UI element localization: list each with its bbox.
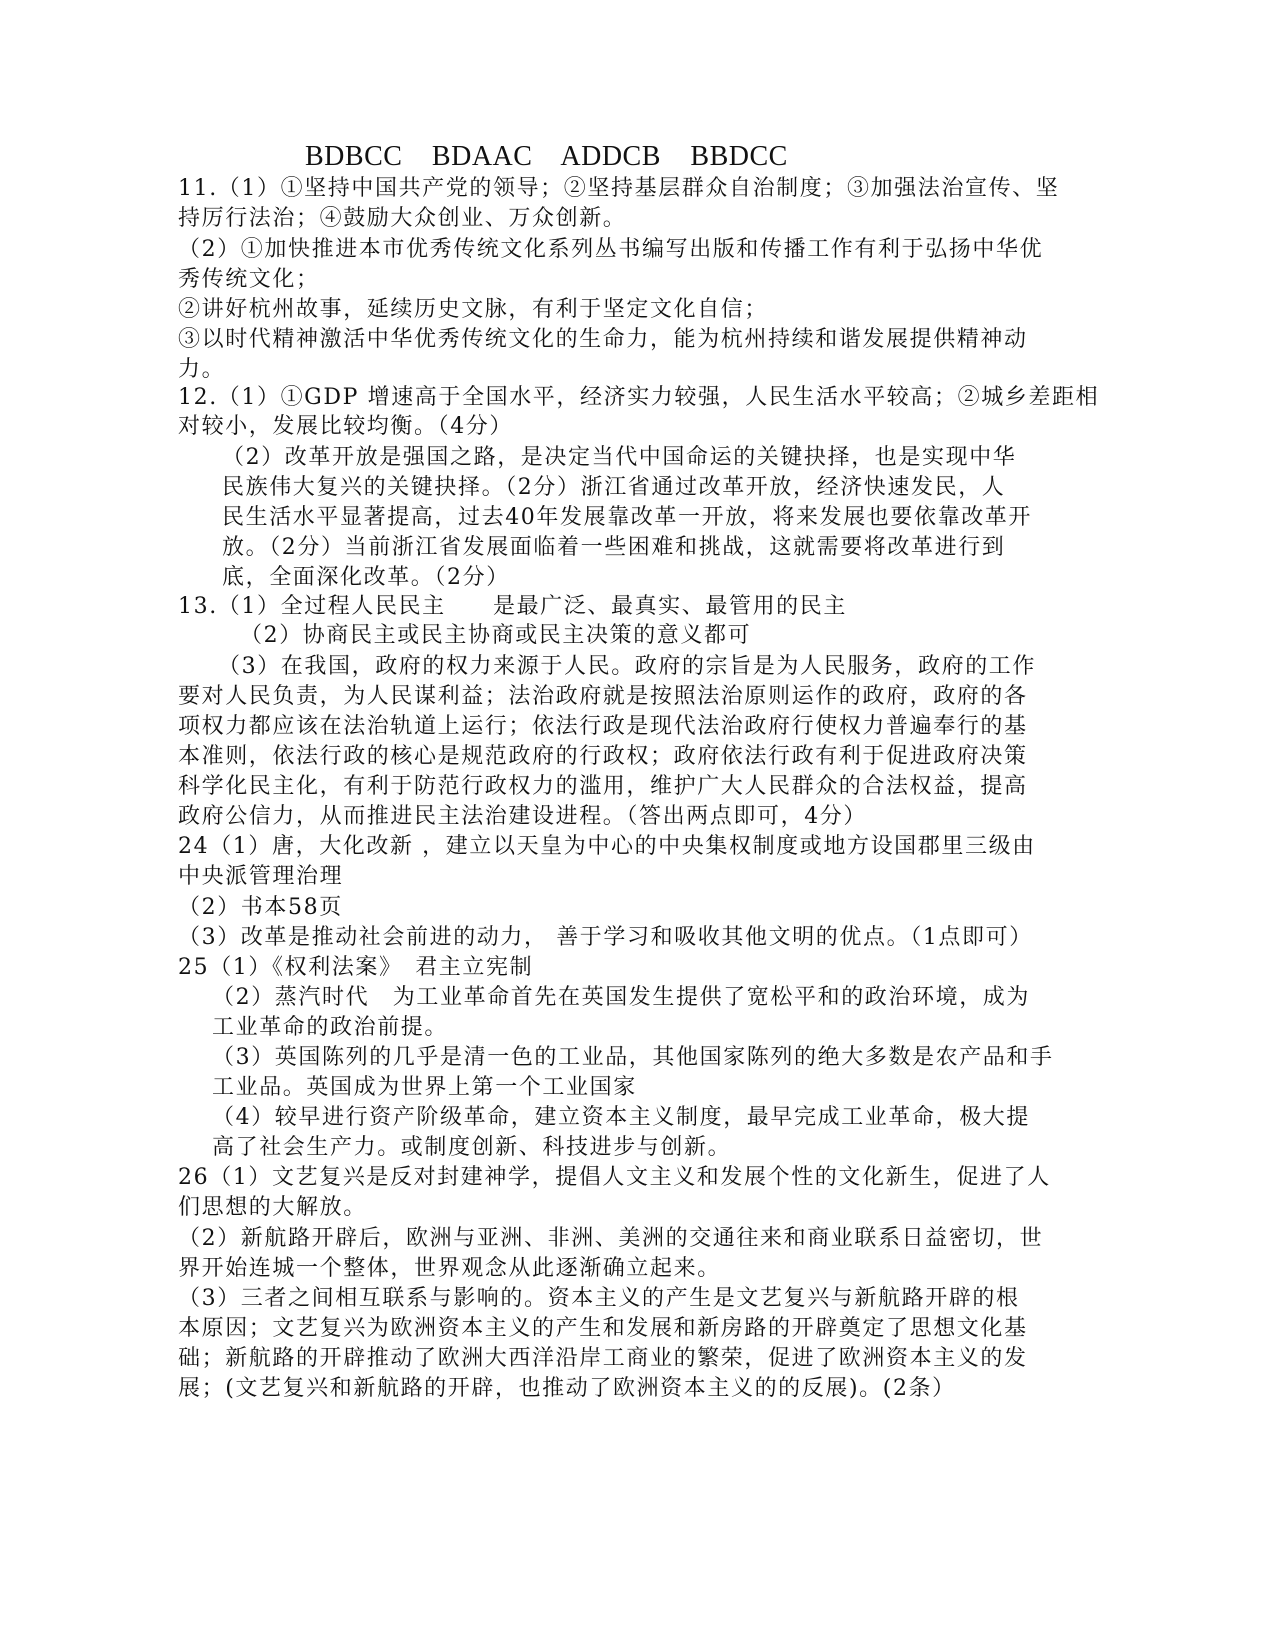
text-line: 们思想的大解放。 <box>178 1195 367 1220</box>
text-line: 13.（1）全过程人民民主 是最广泛、最真实、最管用的民主 <box>178 594 847 619</box>
text-line: 工业品。英国成为世界上第一个工业国家 <box>212 1075 637 1100</box>
text-line: （2）新航路开辟后，欧洲与亚洲、非洲、美洲的交通往来和商业联系日益密切，世 <box>178 1226 1044 1251</box>
text-line: 要对人民负责，为人民谋利益；法治政府就是按照法治原则运作的政府，政府的各 <box>178 684 1028 709</box>
text-line: （2）①加快推进本市优秀传统文化系列丛书编写出版和传播工作有利于弘扬中华优 <box>178 237 1044 262</box>
text-line: 础；新航路的开辟推动了欧洲大西洋沿岸工商业的繁荣，促进了欧洲资本主义的发 <box>178 1346 1028 1371</box>
text-line: （4）较早进行资产阶级革命，建立资本主义制度，最早完成工业革命，极大提 <box>212 1105 1030 1130</box>
text-line: 民生活水平显著提高，过去40年发展靠改革一开放，将来发展也要依靠改革开 <box>222 505 1032 530</box>
text-line: （2）协商民主或民主协商或民主决策的意义都可 <box>240 623 752 648</box>
text-line: 展；(文艺复兴和新航路的开辟，也推动了欧洲资本主义的的反展)。(2条） <box>178 1376 956 1401</box>
text-line: （2）蒸汽时代 为工业革命首先在英国发生提供了宽松平和的政治环境，成为 <box>212 985 1030 1010</box>
text-line: （2）改革开放是强国之路，是决定当代中国命运的关键抉择，也是实现中华 <box>222 445 1017 470</box>
text-line: 11.（1）①坚持中国共产党的领导；②坚持基层群众自治制度；③加强法治宣传、坚 <box>178 176 1060 201</box>
text-line: 界开始连城一个整体，世界观念从此逐渐确立起来。 <box>178 1256 721 1281</box>
text-line: 本原因；文艺复兴为欧洲资本主义的产生和发展和新房路的开辟奠定了思想文化基 <box>178 1316 1028 1341</box>
text-line: 民族伟大复兴的关键抉择。（2分）浙江省通过改革开放，经济快速发民，人 <box>222 475 1006 500</box>
text-line: 底，全面深化改革。（2分） <box>222 565 510 590</box>
text-line: ③以时代精神激活中华优秀传统文化的生命力，能为杭州持续和谐发展提供精神动 <box>178 327 1028 352</box>
text-line: 力。 <box>178 357 226 382</box>
text-line: 26（1）文艺复兴是反对封建神学，提倡人文主义和发展个性的文化新生，促进了人 <box>178 1165 1051 1190</box>
text-line: （3）改革是推动社会前进的动力， 善于学习和吸收其他文明的优点。（1点即可） <box>178 925 1033 950</box>
text-line: 中央派管理治理 <box>178 864 344 889</box>
text-line: 25（1）《权利法案》 君主立宪制 <box>178 955 534 980</box>
text-line: 项权力都应该在法治轨道上运行；依法行政是现代法治政府行使权力普遍奉行的基 <box>178 714 1028 739</box>
text-line: 工业革命的政治前提。 <box>212 1015 449 1040</box>
text-line: 科学化民主化，有利于防范行政权力的滥用，维护广大人民群众的合法权益，提高 <box>178 774 1028 799</box>
text-line: 高了社会生产力。或制度创新、科技进步与创新。 <box>212 1135 732 1160</box>
text-line: 政府公信力，从而推进民主法治建设进程。（答出两点即可，4分） <box>178 804 867 829</box>
text-line: （3）三者之间相互联系与影响的。资本主义的产生是文艺复兴与新航路开辟的根 <box>178 1286 1020 1311</box>
text-line: 12.（1）①GDP 增速高于全国水平，经济实力较强，人民生活水平较高；②城乡差距相 <box>178 385 1100 410</box>
text-line: 本准则，依法行政的核心是规范政府的行政权；政府依法行政有利于促进政府决策 <box>178 744 1028 769</box>
answer-key: BDBCC BDAAC ADDCB BBDCC <box>305 141 788 172</box>
text-line: （3）在我国，政府的权力来源于人民。政府的宗旨是为人民服务，政府的工作 <box>218 654 1036 679</box>
text-line: （3）英国陈列的几乎是清一色的工业品，其他国家陈列的绝大多数是农产品和手 <box>212 1045 1054 1070</box>
text-line: 秀传统文化； <box>178 267 320 292</box>
text-line: 24（1）唐，大化改新 ，建立以天皇为中心的中央集权制度或地方设国郡里三级由 <box>178 834 1036 859</box>
text-line: 放。（2分）当前浙江省发展面临着一些困难和挑战，这就需要将改革进行到 <box>222 535 1006 560</box>
text-line: 对较小，发展比较均衡。（4分） <box>178 414 513 439</box>
text-line: ②讲好杭州故事，延续历史文脉，有利于坚定文化自信； <box>178 297 769 322</box>
text-line: 持厉行法治；④鼓励大众创业、万众创新。 <box>178 206 627 231</box>
text-line: （2）书本58页 <box>178 895 343 920</box>
